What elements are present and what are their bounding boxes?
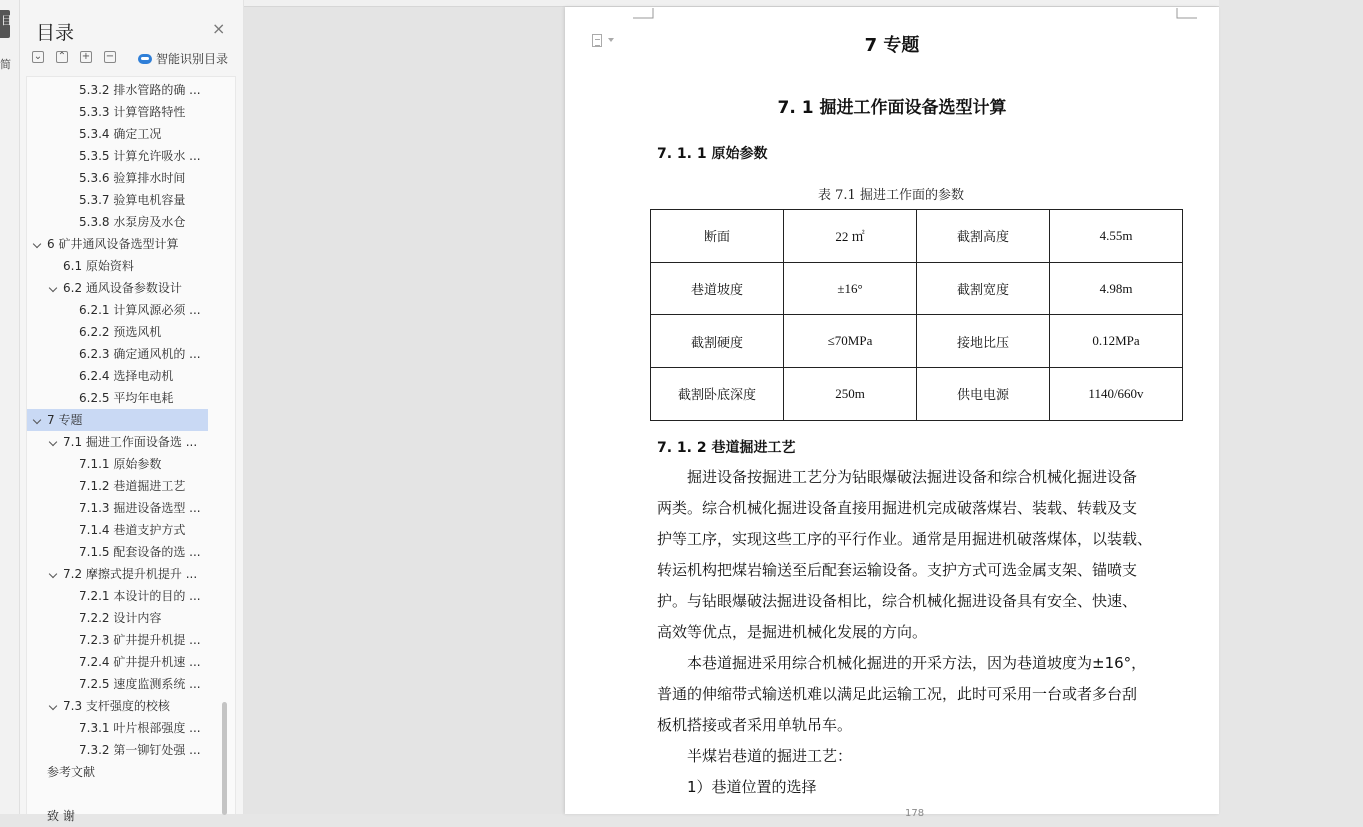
toc-item-label: 7.3.2 第一铆钉处强 ... xyxy=(79,743,201,757)
page-corner-mark-right xyxy=(1175,8,1197,20)
left-tab-strip xyxy=(0,0,20,814)
toc-item-label: 致 谢 xyxy=(47,809,75,823)
toc-item-label: 7.3.1 叶片根部强度 ... xyxy=(79,721,201,735)
table-row xyxy=(651,315,1183,368)
section-title: 7. 1 掘进工作面设备选型计算 xyxy=(777,98,1007,118)
toc-item-label: 7.1.1 原始参数 xyxy=(79,457,162,471)
toc-item[interactable] xyxy=(27,519,222,541)
chevron-down-icon[interactable] xyxy=(33,416,41,424)
table-row xyxy=(651,368,1183,421)
text-line: 护等工序，实现这些工序的平行作业。通常是用掘进机破落煤体，以装载、 xyxy=(657,530,1153,548)
toc-item[interactable] xyxy=(27,343,222,365)
table-cell: 4.98m xyxy=(1050,262,1183,315)
table-row xyxy=(651,210,1183,263)
page-number: 178 xyxy=(905,808,925,819)
remove-heading-icon[interactable]: − xyxy=(105,51,115,62)
toc-item-label: 5.3.6 验算排水时间 xyxy=(79,171,186,185)
text-line: 板机搭接或者采用单轨吊车。 xyxy=(657,716,853,734)
table-cell: 4.55m xyxy=(1050,210,1183,263)
toc-item[interactable] xyxy=(27,739,222,761)
toc-item[interactable] xyxy=(27,255,222,277)
ai-icon xyxy=(138,54,152,64)
text-line: 掘进设备按掘进工艺分为钻眼爆破法掘进设备和综合机械化掘进设备 xyxy=(687,468,1138,486)
text-line: 转运机构把煤岩输送至后配套运输设备。支护方式可选金属支架、锚喷支 xyxy=(657,561,1138,579)
subsection-heading-1: 7. 1. 1 原始参数 xyxy=(657,146,768,162)
toc-scrollbar[interactable] xyxy=(222,702,227,815)
body-text xyxy=(657,462,1183,803)
toc-item[interactable] xyxy=(27,299,222,321)
table-cell: 截割硬度 xyxy=(651,315,784,368)
chevron-down-icon[interactable] xyxy=(49,702,57,710)
text-line: 高效等优点，是掘进机械化发展的方向。 xyxy=(657,623,928,641)
toc-item-label: 6.2.1 计算风源必须 ... xyxy=(79,303,201,317)
toc-item[interactable] xyxy=(27,541,222,563)
expand-up-icon[interactable]: ⌃ xyxy=(57,51,67,62)
text-line: 护。与钻眼爆破法掘进设备相比，综合机械化掘进设备具有安全、快速、 xyxy=(657,592,1138,610)
toc-item[interactable] xyxy=(27,431,222,453)
toc-item-label: 7.2 摩擦式提升机提升 ... xyxy=(63,567,198,581)
toc-panel xyxy=(20,0,244,823)
toc-item[interactable] xyxy=(27,717,222,739)
toc-item[interactable] xyxy=(27,167,222,189)
toc-item[interactable] xyxy=(27,453,222,475)
page-corner-mark-left xyxy=(633,8,655,20)
toc-item-label: 6.2.4 选择电动机 xyxy=(79,369,174,383)
toc-item-label: 7.2.1 本设计的目的 ... xyxy=(79,589,201,603)
toc-item-label: 7.1 掘进工作面设备选 ... xyxy=(63,435,198,449)
collapse-all-icon[interactable]: ⌄ xyxy=(33,51,43,62)
text-line: 两类。综合机械化掘进设备直接用掘进机完成破落煤岩、装载、转载及支 xyxy=(657,499,1138,517)
toc-item-label: 5.3.8 水泵房及水仓 xyxy=(79,215,186,229)
toc-item-label: 7.1.3 掘进设备选型 ... xyxy=(79,501,201,515)
table-cell: 截割高度 xyxy=(917,210,1050,263)
toc-item-label: 6.1 原始资料 xyxy=(63,259,134,273)
toc-item[interactable] xyxy=(27,761,222,783)
table-cell: ≤70MPa xyxy=(784,315,917,368)
table-cell: 22 ㎡ xyxy=(784,210,917,263)
toc-item-label: 5.3.2 排水管路的确 ... xyxy=(79,83,201,97)
toc-item-label: 6.2 通风设备参数设计 xyxy=(63,281,182,295)
add-heading-icon[interactable]: + xyxy=(81,51,91,62)
table-cell: 1140/660v xyxy=(1050,368,1183,421)
parameters-table xyxy=(650,209,1183,421)
toc-item-label: 6 矿井通风设备选型计算 xyxy=(47,237,179,251)
toc-item[interactable] xyxy=(27,475,222,497)
toc-item[interactable] xyxy=(27,211,222,233)
toc-item[interactable] xyxy=(27,189,222,211)
table-cell: 巷道坡度 xyxy=(651,262,784,315)
toc-item[interactable] xyxy=(27,607,222,629)
toc-item-label: 6.2.3 确定通风机的 ... xyxy=(79,347,201,361)
table-caption: 表 7.1 掘进工作面的参数 xyxy=(818,188,964,203)
toc-item-label: 7.2.5 速度监测系统 ... xyxy=(79,677,201,691)
chevron-down-icon[interactable] xyxy=(49,438,57,446)
toc-title: 目录 xyxy=(36,22,75,44)
toc-item-label: 6.2.2 预选风机 xyxy=(79,325,162,339)
table-cell: 0.12MPa xyxy=(1050,315,1183,368)
table-cell: 截割宽度 xyxy=(917,262,1050,315)
toc-item[interactable] xyxy=(27,805,222,827)
table-cell: 250m xyxy=(784,368,917,421)
subsection-heading-2: 7. 1. 2 巷道掘进工艺 xyxy=(657,440,796,456)
toc-item[interactable] xyxy=(27,629,222,651)
toc-item[interactable] xyxy=(27,585,222,607)
toc-item-label: 7.2.2 设计内容 xyxy=(79,611,162,625)
toc-item[interactable] xyxy=(27,321,222,343)
toc-item[interactable] xyxy=(27,673,222,695)
chapter-title: 7 专题 xyxy=(864,35,920,56)
toc-item-label: 7.1.5 配套设备的选 ... xyxy=(79,545,201,559)
toc-item[interactable] xyxy=(27,233,222,255)
toc-item-label: 5.3.3 计算管路特性 xyxy=(79,105,186,119)
toc-item[interactable] xyxy=(27,123,222,145)
toc-item[interactable] xyxy=(27,783,222,805)
text-line: 半煤岩巷道的掘进工艺： xyxy=(687,747,853,765)
toc-item[interactable] xyxy=(27,145,222,167)
toc-item[interactable] xyxy=(27,497,222,519)
toc-item-label: 5.3.5 计算允许吸水 ... xyxy=(79,149,201,163)
toc-item-label: 参考文献 xyxy=(47,765,96,779)
text-line: 本巷道掘进采用综合机械化掘进的开采方法，因为巷道坡度为±16°， xyxy=(687,654,1147,672)
text-line: 普通的伸缩带式输送机难以满足此运输工况，此时可采用一台或者多台刮 xyxy=(657,685,1138,703)
close-icon[interactable]: × xyxy=(212,19,226,38)
toc-item-label: 5.3.4 确定工况 xyxy=(79,127,162,141)
toc-item-label: 7 专题 xyxy=(47,413,83,427)
table-row xyxy=(651,262,1183,315)
toc-item[interactable] xyxy=(27,409,208,431)
table-cell: 接地比压 xyxy=(917,315,1050,368)
toc-item[interactable] xyxy=(27,79,222,101)
toc-item-label: 6.2.5 平均年电耗 xyxy=(79,391,174,405)
left-tab-mark-2[interactable]: 简 xyxy=(0,58,11,71)
toc-item[interactable] xyxy=(27,695,222,717)
chevron-down-icon[interactable] xyxy=(33,240,41,248)
toc-item-label: 7.2.4 矿井提升机速 ... xyxy=(79,655,201,669)
table-cell: ±16° xyxy=(784,262,917,315)
chevron-down-icon[interactable] xyxy=(49,570,57,578)
toc-item[interactable] xyxy=(27,101,222,123)
chevron-down-icon[interactable] xyxy=(49,284,57,292)
toc-item[interactable] xyxy=(27,651,222,673)
table-cell: 供电电源 xyxy=(917,368,1050,421)
smart-toc-button[interactable] xyxy=(138,50,228,67)
toc-item-label: 7.3 支杆强度的校核 xyxy=(63,699,170,713)
toc-item[interactable] xyxy=(27,387,222,409)
toc-item[interactable] xyxy=(27,365,222,387)
toc-list xyxy=(26,76,236,823)
document-page xyxy=(565,7,1219,819)
table-cell: 截割卧底深度 xyxy=(651,368,784,421)
table-cell: 断面 xyxy=(651,210,784,263)
top-ruler xyxy=(244,0,1219,7)
toc-item-label: 7.1.4 巷道支护方式 xyxy=(79,523,186,537)
toc-toolbar xyxy=(32,51,116,63)
smart-toc-label: 智能识别目录 xyxy=(156,52,229,66)
toc-item-label: 5.3.7 验算电机容量 xyxy=(79,193,186,207)
toc-item-label: 7.2.3 矿井提升机提 ... xyxy=(79,633,201,647)
text-line: 1）巷道位置的选择 xyxy=(687,778,817,796)
toc-item-label: 7.1.2 巷道掘进工艺 xyxy=(79,479,186,493)
left-tab-mark-1: 目 xyxy=(1,14,12,27)
toc-item[interactable] xyxy=(27,563,222,585)
toc-item[interactable] xyxy=(27,277,222,299)
